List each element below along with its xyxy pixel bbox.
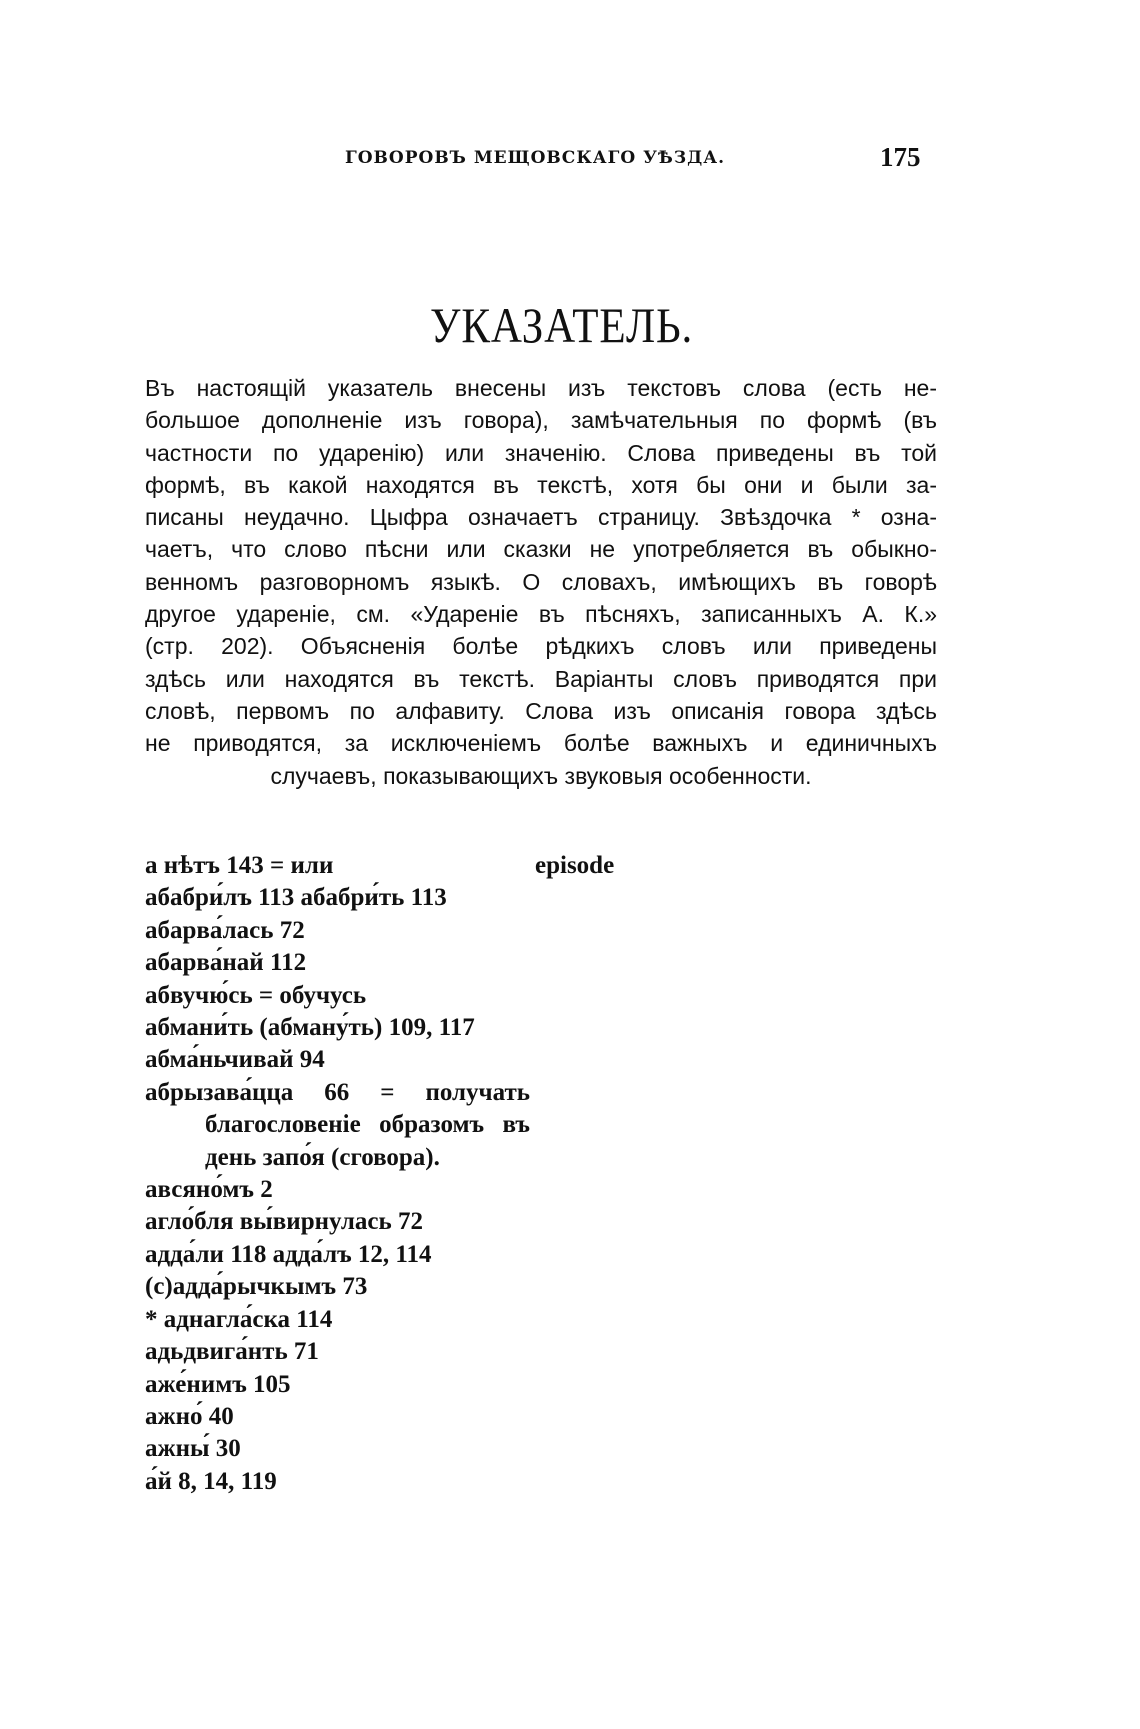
index-entry-headword-line: абма́ньчивай 94 (145, 1046, 325, 1074)
index-entry (145, 980, 530, 1012)
index-entry (145, 850, 530, 882)
index-entry-headword-line: адда́ли 118 адда́лъ 12, 114 (145, 1240, 432, 1268)
index-entry-continuation-line: день запо́я (сговора). (205, 1143, 440, 1171)
index-entry-headword-line: а́й 8, 14, 119 (145, 1467, 277, 1495)
index-entry-headword-line: абарва́най 112 (145, 949, 307, 977)
index-entry (145, 1012, 530, 1044)
index-entry-headword-line: * аднагла́ска 114 (145, 1305, 333, 1333)
intro-line: писаны неудачно. Цыфра означаетъ страницу. Звѣздочка * озна- (145, 504, 937, 531)
index-entry-headword-line: агло́бля вы́вирнулась 72 (145, 1208, 423, 1236)
index-entry-headword-line: авсяно́мъ 2 (145, 1176, 273, 1204)
index-entry (145, 947, 530, 979)
index-entry-headword-line: (с)адда́рычкымъ 73 (145, 1273, 368, 1301)
index-entry (145, 1369, 530, 1401)
index-entry-headword-line: ажно́ 40 (145, 1402, 234, 1430)
index-entry-headword-line: абвучю́сь = обучусь (145, 981, 367, 1009)
intro-line: словѣ, первомъ по алфавиту. Слова изъ описанія говора здѣсь (145, 697, 937, 724)
index-entry (145, 1433, 530, 1465)
index-entry-headword-line: абарва́лась 72 (145, 916, 305, 944)
index-entry-headword-line: аже́нимъ 105 (145, 1370, 291, 1398)
index-entry (145, 1174, 530, 1206)
intro-line: не приводятся, за исключеніемъ болѣе важныхъ и единичныхъ (145, 730, 937, 757)
index-entry (145, 1271, 530, 1303)
intro-line: случаевъ, показывающихъ звуковыя особенности. (270, 762, 812, 789)
index-entry (145, 1401, 530, 1433)
index-entry-headword-line: ажны́ 30 (145, 1435, 241, 1463)
index-entry (145, 1044, 530, 1076)
intro-line: другое удареніе, см. «Удареніе въ пѣсняхъ, записанныхъ А. К.» (145, 601, 937, 628)
index-entry-headword-line: абабри́лъ 113 абабри́ть 113 (145, 884, 447, 912)
intro-line: здѣсь или находятся въ текстѣ. Варіанты словъ приводятся при (145, 665, 937, 692)
intro-line: чаетъ, что слово пѣсни или сказки не употребляется въ обыкно- (145, 536, 937, 563)
index-entry-continuation-line: благословеніе образомъ въ (205, 1111, 530, 1139)
intro-line: большое дополненіе изъ говора), замѣчательныя по формѣ (въ (145, 407, 937, 434)
index-entry (145, 1206, 530, 1238)
index-entry (145, 882, 530, 914)
index-entry (535, 850, 935, 882)
index-column-left (145, 850, 530, 1498)
index-entry-headword-line: адьдвига́нть 71 (145, 1338, 319, 1366)
index-entry-headword-line: а нѣтъ 143 = или (145, 852, 334, 879)
intro-line: Въ настоящій указатель внесены изъ текстовъ слова (есть не- (145, 375, 937, 401)
intro-line: венномъ разговорномъ языкѣ. О словахъ, имѣющихъ въ говорѣ (145, 568, 937, 595)
section-title: УКАЗАТЕЛЬ. (430, 297, 694, 353)
index-entry-headword-line: episode (535, 852, 615, 879)
index-entry (145, 1304, 530, 1336)
intro-line: формѣ, въ какой находятся въ текстѣ, хотя бы они и были за- (145, 471, 937, 498)
page-number: 175 (880, 142, 921, 172)
index-entry (145, 1239, 530, 1271)
intro-line: частности по ударенію) или значенію. Слова приведены въ той (145, 439, 937, 466)
index-column-right (535, 850, 935, 882)
index-entry (145, 915, 530, 947)
index-entry (145, 1077, 530, 1174)
index-entry-headword-line: абрызава́цца 66 = получать (145, 1078, 530, 1106)
index-entry (145, 1466, 530, 1498)
intro-paragraph (145, 372, 937, 792)
index-entry-headword-line: абмани́ть (абману́ть) 109, 117 (145, 1014, 475, 1042)
index-entry (145, 1336, 530, 1368)
running-header-title: ГОВОРОВЪ МЕЩОВСКАГО УѢЗДА. (345, 148, 726, 168)
intro-line: (стр. 202). Объясненія болѣе рѣдкихъ словъ или приведены (145, 633, 937, 660)
